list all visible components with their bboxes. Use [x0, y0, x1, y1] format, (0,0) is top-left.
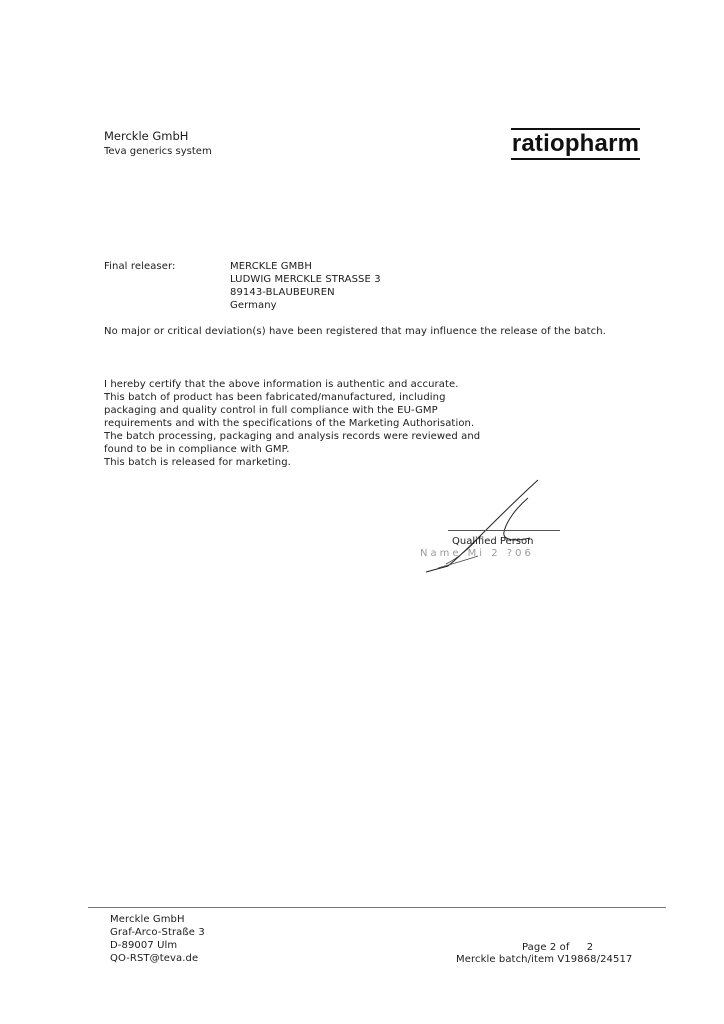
- certification-line: The batch processing, packaging and analysis records were reviewed and: [104, 431, 481, 442]
- final-releaser-address: [230, 260, 381, 312]
- signature-line: [448, 530, 560, 531]
- certification-line: found to be in compliance with GMP.: [104, 444, 290, 455]
- batch-item-number: Merckle batch/item V19868/24517: [456, 954, 633, 965]
- footer-address: [110, 913, 205, 965]
- footer-email: QO-RST@teva.de: [110, 953, 199, 964]
- certification-line: packaging and quality control in full compliance with the EU-GMP: [104, 405, 438, 416]
- address-line: MERCKLE GMBH: [230, 261, 312, 272]
- footer-company: Merckle GmbH: [110, 914, 185, 925]
- company-system: Teva generics system: [104, 146, 212, 157]
- certification-line: This batch of product has been fabricated/manufactured, including: [104, 392, 446, 403]
- address-line: Germany: [230, 300, 277, 311]
- certification-line: This batch is released for marketing.: [104, 457, 291, 468]
- certification-paragraph: [104, 378, 480, 469]
- page-label: Page 2 of: [522, 942, 570, 953]
- page-total: 2: [586, 942, 594, 953]
- logo-bottom-bar: [511, 158, 640, 160]
- footer-divider: [88, 907, 666, 908]
- certification-line: I hereby certify that the above information is authentic and accurate.: [104, 379, 459, 390]
- deviation-statement: No major or critical deviation(s) have been registered that may influence the release of the batch.: [104, 326, 606, 337]
- certification-line: requirements and with the specifications of the Marketing Authorisation.: [104, 418, 475, 429]
- address-line: 89143-BLAUBEUREN: [230, 287, 335, 298]
- qualified-person-label: Qualified Person: [452, 536, 534, 547]
- footer-street: Graf-Arco-Straße 3: [110, 927, 205, 938]
- ratiopharm-logo: [511, 128, 640, 160]
- handwritten-signature: [418, 478, 568, 578]
- footer-city: D-89007 Ulm: [110, 940, 178, 951]
- signature-stamp: Name Mi 2 ?06: [420, 548, 534, 559]
- logo-text: ratiopharm: [511, 130, 640, 157]
- address-line: LUDWIG MERCKLE STRASSE 3: [230, 274, 381, 285]
- header-company-block: [104, 129, 212, 159]
- final-releaser-label: Final releaser:: [104, 261, 176, 272]
- company-name: Merckle GmbH: [104, 129, 189, 143]
